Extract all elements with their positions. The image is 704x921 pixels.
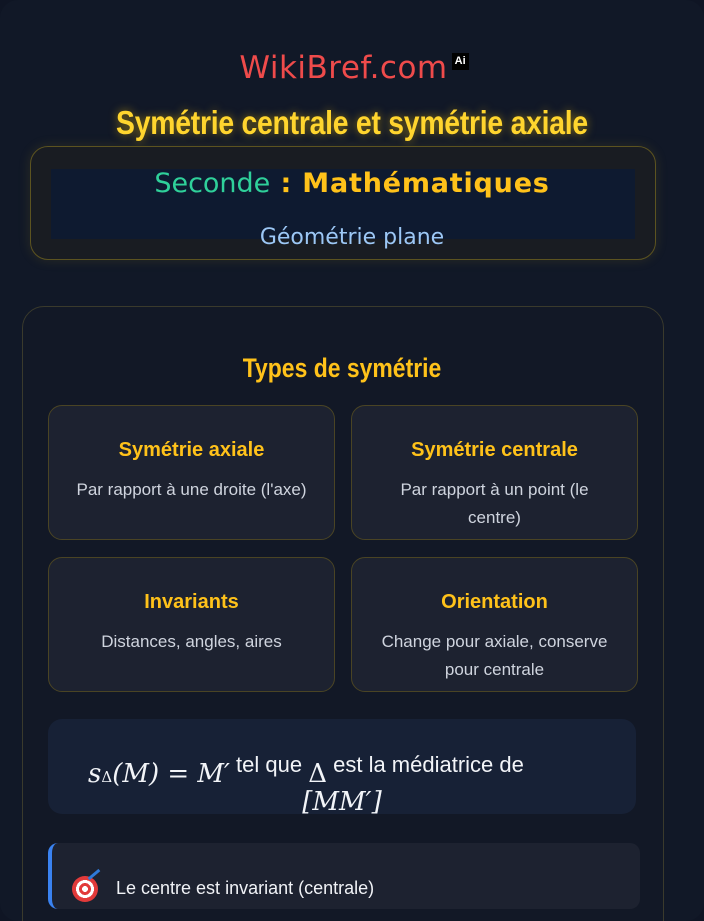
tile-invariants xyxy=(48,557,335,692)
tile-text: Change pour axiale, conserve pour centrale xyxy=(381,632,608,679)
level-label: Seconde xyxy=(154,168,271,199)
brand-header xyxy=(0,50,704,90)
target-icon xyxy=(72,876,98,902)
formula-subscript: Δ xyxy=(101,768,113,786)
brand-logo-text[interactable]: WikiBref.com xyxy=(239,50,448,86)
tile-symetrie-axiale xyxy=(48,405,335,540)
formula-text-1: tel que xyxy=(229,752,309,777)
formula-box xyxy=(48,719,636,817)
tile-symetrie-centrale xyxy=(351,405,638,540)
formula-lhs xyxy=(88,759,230,789)
formula-function: s xyxy=(88,759,102,789)
ai-badge: Ai xyxy=(452,53,469,70)
subject-label: Mathématiques xyxy=(302,168,550,199)
formula-segment: [MM′] xyxy=(302,787,382,817)
formula-line xyxy=(88,749,608,789)
subject-line xyxy=(0,168,704,199)
tile-title: Symétrie centrale xyxy=(411,439,578,461)
subject-separator: : xyxy=(270,168,303,199)
page-title: Symétrie centrale et symétrie axiale xyxy=(116,104,588,141)
tile-title: Orientation xyxy=(441,591,548,613)
tile-text: Par rapport à une droite (l'axe) xyxy=(76,480,307,499)
formula-text-2: est la médiatrice de xyxy=(327,752,524,777)
formula-expression: (M) = M′ xyxy=(112,759,230,789)
section-title: Types de symétrie xyxy=(242,353,442,383)
tile-orientation xyxy=(351,557,638,692)
tile-text: Distances, angles, aires xyxy=(101,632,282,651)
chapter-label: Géométrie plane xyxy=(259,225,445,250)
formula-delta: Δ xyxy=(308,759,327,789)
tile-title: Invariants xyxy=(144,591,239,613)
tile-text: Par rapport à un point (le centre) xyxy=(400,480,589,527)
note-callout xyxy=(48,843,640,909)
tile-title: Symétrie axiale xyxy=(118,439,265,461)
note-text: Le centre est invariant (centrale) xyxy=(116,878,375,898)
